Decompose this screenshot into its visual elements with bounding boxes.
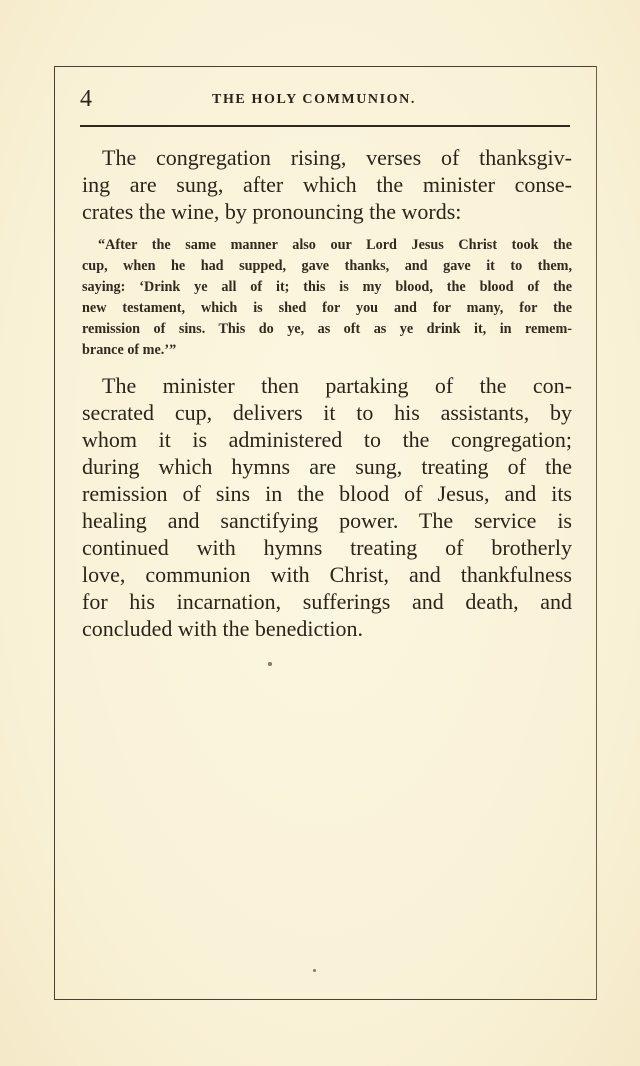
page-frame-right-rule	[596, 66, 597, 1000]
paragraph1-line: ing are sung, after which the minister conse-	[82, 172, 572, 197]
page-frame-bottom-rule	[54, 999, 597, 1000]
paragraph2-line: love, communion with Christ, and thankfulness	[82, 562, 572, 587]
running-title: THE HOLY COMMUNION.	[212, 92, 416, 107]
quote-line: saying: ‘Drink ye all of it; this is my blood, the blood of the	[82, 279, 572, 295]
paragraph2-line: whom it is administered to the congregation;	[82, 427, 572, 452]
paragraph2-line: continued with hymns treating of brotherly	[82, 535, 572, 560]
paragraph2-line: healing and sanctifying power. The service is	[82, 508, 572, 533]
ink-speck	[268, 662, 272, 666]
header-rule	[80, 125, 570, 127]
paragraph2-line: for his incarnation, sufferings and death, and	[82, 589, 572, 614]
paragraph2-line: The minister then partaking of the con-	[102, 373, 572, 398]
quote-line: new testament, which is shed for you and for many, for the	[82, 300, 572, 316]
paragraph1-line: crates the wine, by pronouncing the words:	[82, 199, 462, 224]
ink-speck	[313, 969, 316, 972]
paragraph2-line: remission of sins in the blood of Jesus, and its	[82, 481, 572, 506]
paragraph2-line: concluded with the benediction.	[82, 616, 364, 641]
paragraph1-line: The congregation rising, verses of thanksgiv-	[102, 145, 572, 170]
page-number: 4	[80, 86, 92, 112]
paragraph2-line: secrated cup, delivers it to his assistants, by	[82, 400, 572, 425]
paragraph2-line: during which hymns are sung, treating of the	[82, 454, 572, 479]
quote-line: remission of sins. This do ye, as oft as ye drink it, in remem-	[82, 321, 572, 337]
quote-line: cup, when he had supped, gave thanks, and gave it to them,	[82, 258, 572, 274]
page-frame-left-rule	[54, 66, 55, 1000]
page-frame-top-rule	[54, 66, 597, 67]
quote-line: brance of me.’”	[82, 342, 177, 358]
quote-line: “After the same manner also our Lord Jesus Christ took the	[98, 237, 572, 253]
